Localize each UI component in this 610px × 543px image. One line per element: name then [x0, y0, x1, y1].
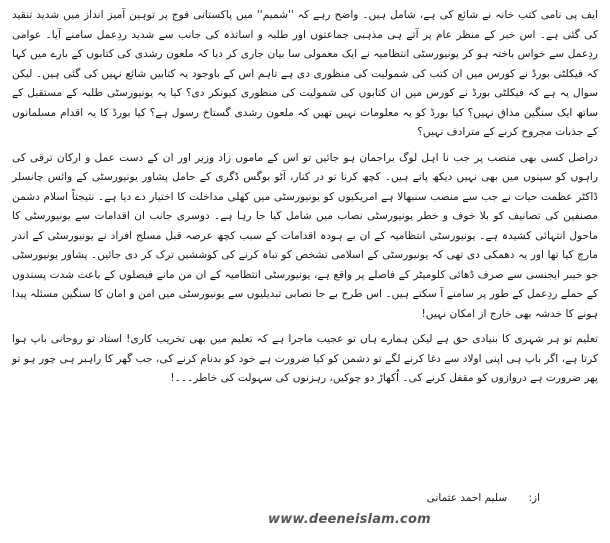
signature-label: از:	[528, 492, 540, 504]
paragraph-2: دراصل کسی بھی منصب پر جب نا اہل لوگ براجمان ہو جائیں تو اس کے ماموں زاد وزیر اور ان کے دست عمل و ارکان ترقی کی راہوں کو سپنوں میں بھی نہیں دیکھ پاتے ہیں۔ کچھ کرنا تو در کنار، آٹو بوگس ڈگری کے حامل پشاور یونیورسٹی کے وائس چانسلر ڈاکٹر عظمت حیات نے جب سے منصب سنبھالا ہے امریکیوں کو یونیورسٹی میں کھلی مداخلت کا اختیار دے دیا ہے۔ نتیجتاً اسلام دشمن مصنفین کی تصانیف کو بلا خوف و خطر یونیورسٹی نصاب میں شامل کیا جا رہا ہے۔ دوسری جانب ان اقدامات سے یونیورسٹی کا ماحول انتہائی کشیدہ ہے۔ یونیورسٹی انتظامیہ کے ان بے ہودہ اقدامات کے سبب کچھ عرصہ قبل مسلح افراد نے یونیورسٹی کے اندر مارچ کیا تھا اور یہ دھمکی دی تھی کہ یونیورسٹی کے اسلامی تشخص کو تباہ کرنے کی کوششیں ترک کر دی جائیں۔ پشاور یونیورسٹی جو خیبر ایجنسی سے صرف ڈھائی کلومیٹر کے فاصلے پر واقع ہے، یونیورسٹی انتظامیہ کے ان من مانے فیصلوں کے باعث شدت پسندوں کے حملے ردِعمل کے طور پر سامنے آ سکتے ہیں۔ اس طرح بے جا نصابی تبدیلیوں سے یونیورسٹی میں امن و امان کا سنگین مسئلہ پیدا ہونے کا خدشہ بھی خارج از امکان نہیں!	[12, 151, 598, 320]
paragraph-1: ایف پی نامی کتب خانہ نے شائع کی ہے، شامل ہیں۔ واضح رہے کہ ''شمیم'' میں پاکستانی فوج پر توہین آمیز انداز میں شدید تنقید کی گئی ہے۔ اس خبر کے منظر عام پر آتے ہی مذہبی جماعتوں اور طلبہ و اساتذہ کی جانب سے شدید ردِعمل سامنے آیا۔ عوامی ردِعمل سے خواس باختہ ہو کر یونیورسٹی انتظامیہ نے ایک معمولی سا بیان جاری کر دیا کہ ملعون رشدی کی کتابوں کے بارے میں کہا کہ فیکلٹی بورڈ نے کورس میں ان کتب کی شمولیت کی منظوری دی ہے تاہم اس کے باوجود یہ کتابیں شائع نہیں کی گئی ہیں۔ لیکن سوال یہ ہے کہ فیکلٹی بورڈ نے کورس میں ان کتابوں کی شمولیت کی منظوری کیونکر دی؟ کیا یہ یونیورسٹی طلبہ کے مستقبل کے ساتھ ایک سنگین مذاق نہیں؟ کیا بورڈ کو یہ معلومات نہیں تھیں کہ ملعون رشدی گستاخ رسول ہے؟ کیا بورڈ کا یہ اقدام مسلمانوں کے جذبات مجروح کرنے کے مترادف نہیں؟	[12, 9, 598, 138]
author-name: سلیم احمد عثمانی	[426, 492, 508, 504]
author-signature	[330, 492, 540, 504]
website-url: www.deeneislam.com	[268, 512, 431, 527]
paragraph-3: تعلیم تو ہر شہری کا بنیادی حق ہے لیکن ہمارے ہاں تو عجیب ماجرا ہے کہ تعلیم میں بھی تخریب کاری! استاد تو روحانی باپ ہوا کرتا ہے، اگر باپ ہی اپنی اولاد سے دغا کرنے لگے تو دشمن کو کیا ضرورت ہے خود کو بدنام کرنے کی، جب گھر کا راہبر ہی چور ہو تو پھر ضرورت ہے دروازوں کو مقفل کرنے کی۔ اُکھاڑ دو چوکیں، رہزنوں کی سہولت کی خاطر۔۔۔!	[12, 333, 598, 384]
article-body	[12, 6, 598, 389]
